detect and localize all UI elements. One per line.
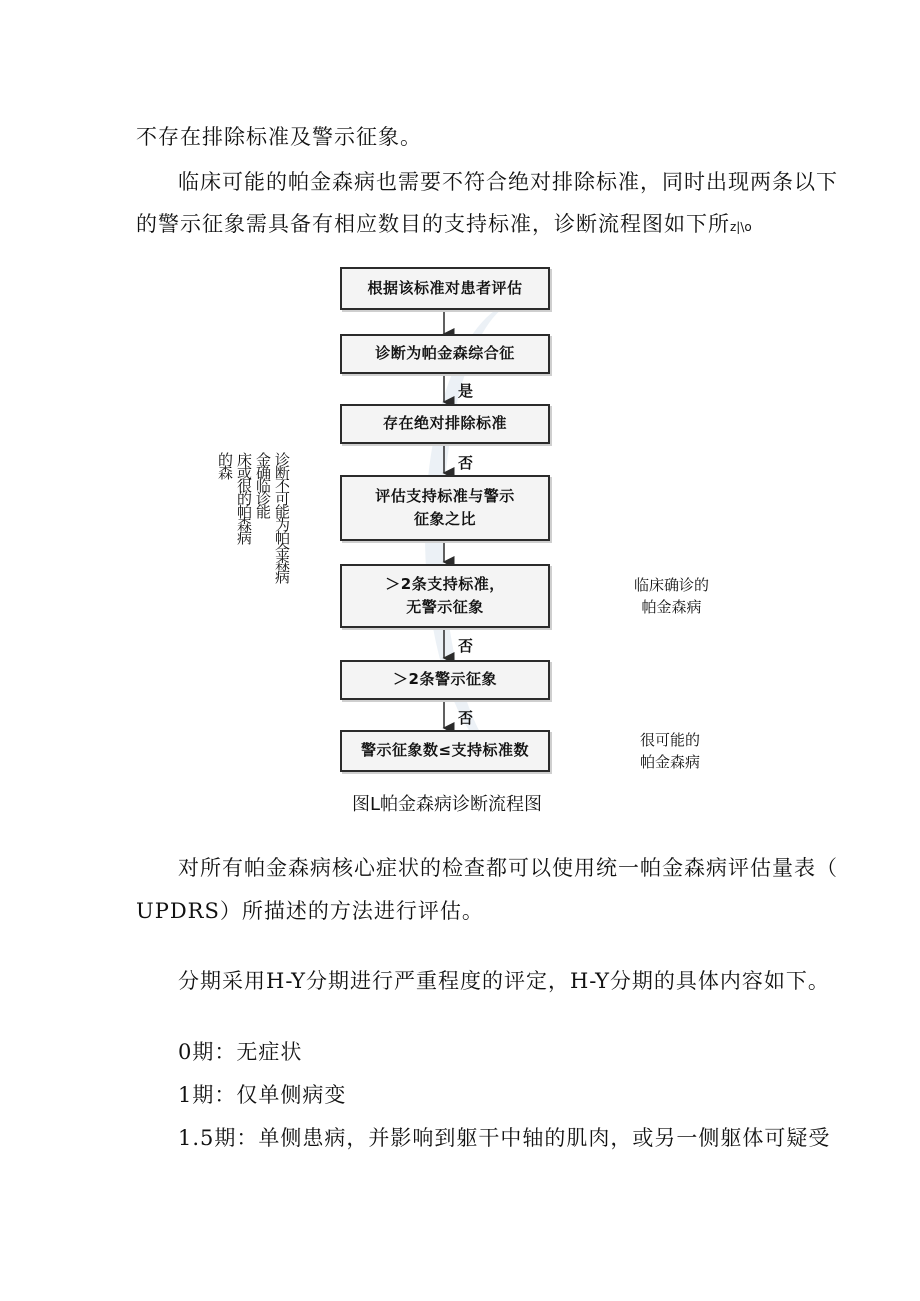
outcome-1-line-2: 帕金森病 bbox=[641, 597, 702, 616]
flow-box-7 bbox=[340, 730, 550, 772]
flow-box-2-text: 诊断为帕金森综合征 bbox=[375, 344, 515, 363]
flow-box-6-text: ＞2条警示征象 bbox=[393, 670, 497, 689]
paragraph-3-line-1: 对所有帕金森病核心症状的检查都可以使用统一帕金森病评估量表（ bbox=[178, 856, 838, 880]
paragraph-2-line-2-tail: z|\o bbox=[730, 220, 752, 234]
flow-box-5 bbox=[340, 564, 550, 628]
flow-box-3-text: 存在绝对排除标准 bbox=[382, 414, 507, 433]
stage-1-5: 1.5期：单侧患病，并影响到躯干中轴的肌肉，或另一侧躯体可疑受 bbox=[178, 1126, 831, 1150]
vertical-column-2: 金确临诊能 bbox=[254, 452, 272, 517]
flow-box-1 bbox=[340, 267, 550, 310]
edge-label-yes: 是 bbox=[458, 382, 474, 400]
outcome-2-line-2: 帕金森病 bbox=[640, 752, 701, 771]
figure-caption: 图L帕金森病诊断流程图 bbox=[352, 794, 543, 815]
stage-0: 0期：无症状 bbox=[178, 1040, 303, 1064]
outcome-clinically-established bbox=[634, 575, 709, 619]
paragraph-2-line-2-main: 的警示征象需具备有相应数目的支持标准，诊断流程图如下所 bbox=[136, 212, 730, 236]
flow-box-6 bbox=[340, 660, 550, 700]
stage-1: 1期：仅单侧病变 bbox=[178, 1083, 347, 1107]
paragraph-3-line-2: UPDRS）所描述的方法进行评估。 bbox=[136, 899, 484, 923]
outcome-2-line-1: 很可能的 bbox=[640, 731, 701, 749]
vertical-column-1: 诊断不可能为帕金森病 bbox=[273, 452, 291, 582]
edge-label-no-2: 否 bbox=[458, 637, 474, 655]
edge-label-no-3: 否 bbox=[458, 709, 474, 727]
flow-box-4-line-1: 评估支持标准与警示 bbox=[375, 486, 515, 505]
paragraph-4: 分期采用H-Y分期进行严重程度的评定，H-Y分期的具体内容如下。 bbox=[178, 969, 830, 993]
flow-box-3 bbox=[340, 404, 550, 444]
paragraph-1: 不存在排除标准及警示征象。 bbox=[136, 125, 422, 149]
flow-box-5-line-2: 无警示征象 bbox=[406, 598, 484, 616]
vertical-column-4: 的森 bbox=[216, 452, 234, 478]
flow-box-4-line-2: 征象之比 bbox=[413, 510, 476, 528]
flow-box-2 bbox=[340, 334, 550, 374]
outcome-clinically-probable bbox=[640, 730, 700, 774]
flow-box-7-text: 警示征象数≤支持标准数 bbox=[360, 741, 530, 760]
flow-box-4 bbox=[340, 475, 550, 541]
left-vertical-label bbox=[216, 452, 290, 582]
edge-label-no-1: 否 bbox=[458, 454, 474, 472]
flow-box-1-text: 根据该标准对患者评估 bbox=[367, 278, 523, 297]
outcome-1-line-1: 临床确诊的 bbox=[634, 576, 710, 594]
flow-box-5-line-1: ＞2条支持标准， bbox=[385, 574, 505, 593]
vertical-column-3: 床或很的帕森病 bbox=[235, 452, 253, 543]
paragraph-2-line-1: 临床可能的帕金森病也需要不符合绝对排除标准，同时出现两条以下 bbox=[178, 170, 838, 194]
